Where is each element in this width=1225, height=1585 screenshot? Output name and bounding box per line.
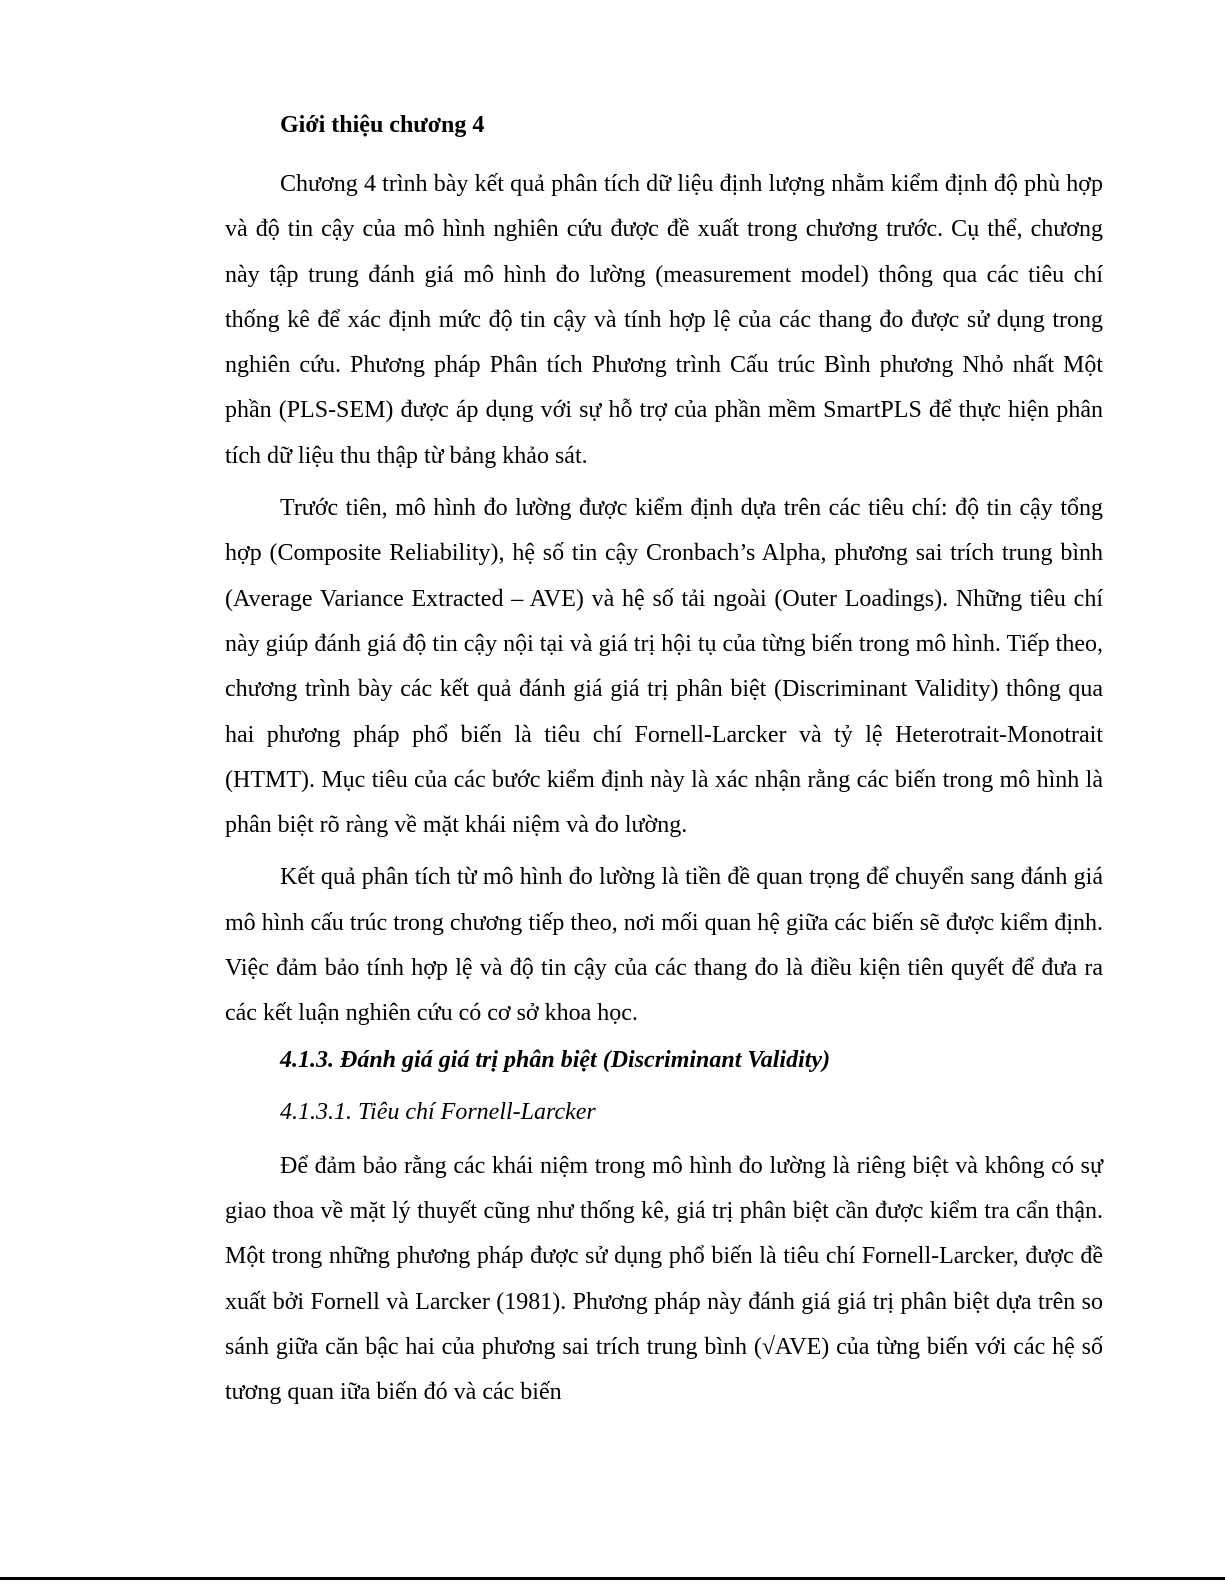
paragraph-overview: Chương 4 trình bày kết quả phân tích dữ liệu định lượng nhằm kiểm định độ phù hợp và độ tin cậy của mô hình nghiên cứu được đề xuất trong chương trước. Cụ thể, chương này tập trung đánh giá mô hình đo lường (measurement model) thông qua các tiêu chí thống kê để xác định mức độ tin cậy và tính hợp lệ của các thang đo được sử dụng trong nghiên cứu. Phương pháp Phân tích Phương trình Cấu trúc Bình phương Nhỏ nhất Một phần (PLS-SEM) được áp dụng với sự hỗ trợ của phần mềm SmartPLS để thực hiện phân tích dữ liệu thu thập từ bảng khảo sát. xyxy=(225,171,1103,469)
paragraph-fornell-larcker: Để đảm bảo rằng các khái niệm trong mô hình đo lường là riêng biệt và không có sự giao thoa về mặt lý thuyết cũng như thống kê, giá trị phân biệt cần được kiểm tra cẩn thận. Một trong những phương pháp được sử dụng phổ biến là tiêu chí Fornell-Larcker, được đề xuất bởi Fornell và Larcker (1981). Phương pháp này đánh giá giá trị phân biệt dựa trên so sánh giữa căn bậc hai của phương sai trích trung bình (√AVE) của từng biến với các hệ số tương quan iữa biến đó và các biến xyxy=(225,1152,1103,1406)
page-bottom-divider xyxy=(0,1577,1225,1580)
chapter-intro-heading: Giới thiệu chương 4 xyxy=(280,112,485,138)
paragraph-measurement-criteria: Trước tiên, mô hình đo lường được kiểm định dựa trên các tiêu chí: độ tin cậy tổng hợp (Composite Reliability), hệ số tin cậy Cronbach’s Alpha, phương sai trích trung bình (Average Variance Extracted – AVE) và hệ số tải ngoài (Outer Loadings). Những tiêu chí này giúp đánh giá độ tin cậy nội tại và giá trị hội tụ của từng biến trong mô hình. Tiếp theo, chương trình bày các kết quả đánh giá giá trị phân biệt (Discriminant Validity) thông qua hai phương pháp phổ biến là tiêu chí Fornell-Larcker và tỷ lệ Heterotrait-Monotrait (HTMT). Mục tiêu của các bước kiểm định này là xác nhận rằng các biến trong mô hình là phân biệt rõ ràng về mặt khái niệm và đo lường. xyxy=(225,495,1103,839)
subsection-heading-fornell-larcker: 4.1.3.1. Tiêu chí Fornell-Larcker xyxy=(280,1098,596,1125)
paragraph-structural-model: Kết quả phân tích từ mô hình đo lường là tiền đề quan trọng để chuyển sang đánh giá mô hình cấu trúc trong chương tiếp theo, nơi mối quan hệ giữa các biến sẽ được kiểm định. Việc đảm bảo tính hợp lệ và độ tin cậy của các thang đo là điều kiện tiên quyết để đưa ra các kết luận nghiên cứu có cơ sở khoa học. xyxy=(225,864,1103,1027)
section-heading-discriminant-validity: 4.1.3. Đánh giá giá trị phân biệt (Discriminant Validity) xyxy=(280,1046,831,1073)
document-page xyxy=(225,110,1103,1422)
